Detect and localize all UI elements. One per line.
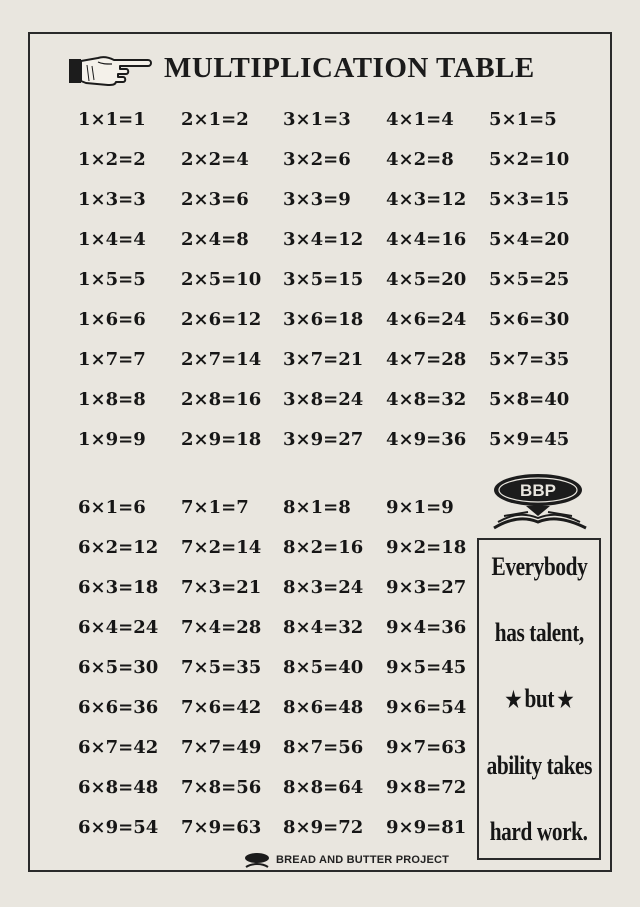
table-cell: 9×5=45 [386, 657, 467, 678]
table-cell: 4×5=20 [386, 269, 467, 290]
table-cell: 9×2=18 [386, 537, 467, 558]
table-cell: 4×2=8 [386, 149, 454, 170]
table-cell: 3×4=12 [283, 229, 364, 250]
table-cell: 8×9=72 [283, 817, 364, 838]
table-cell: 1×7=7 [78, 349, 146, 370]
footer [244, 852, 449, 868]
table-cell: 9×4=36 [386, 617, 467, 638]
table-cell: 5×6=30 [489, 309, 570, 330]
table-cell: 2×5=10 [181, 269, 262, 290]
table-cell: 2×3=6 [181, 189, 249, 210]
table-cell: 7×2=14 [181, 537, 262, 558]
table-cell: 6×9=54 [78, 817, 159, 838]
table-cell: 8×1=8 [283, 497, 351, 518]
table-cell: 9×3=27 [386, 577, 467, 598]
table-cell: 3×6=18 [283, 309, 364, 330]
table-cell: 2×1=2 [181, 109, 249, 130]
logo-text: BBP [520, 481, 556, 500]
table-cell: 3×5=15 [283, 269, 364, 290]
table-cell: 9×8=72 [386, 777, 467, 798]
table-cell: 8×8=64 [283, 777, 364, 798]
pointing-hand-icon [68, 50, 152, 90]
table-cell: 7×8=56 [181, 777, 262, 798]
table-cell: 4×6=24 [386, 309, 467, 330]
table-cell: 7×7=49 [181, 737, 262, 758]
table-cell: 2×6=12 [181, 309, 262, 330]
table-cell: 2×7=14 [181, 349, 262, 370]
table-cell: 5×7=35 [489, 349, 570, 370]
table-cell: 8×4=32 [283, 617, 364, 638]
table-cell: 6×7=42 [78, 737, 159, 758]
table-cell: 1×1=1 [78, 109, 146, 130]
table-cell: 5×9=45 [489, 429, 570, 450]
table-cell: 1×4=4 [78, 229, 146, 250]
table-cell: 4×7=28 [386, 349, 467, 370]
quote-line-2: has talent, [494, 617, 584, 647]
table-cell: 4×8=32 [386, 389, 467, 410]
table-cell: 1×8=8 [78, 389, 146, 410]
table-cell: 6×8=48 [78, 777, 159, 798]
table-cell: 7×6=42 [181, 697, 262, 718]
table-cell: 1×2=2 [78, 149, 146, 170]
table-cell: 2×2=4 [181, 149, 249, 170]
table-cell: 3×2=6 [283, 149, 351, 170]
table-cell: 5×3=15 [489, 189, 570, 210]
table-cell: 6×3=18 [78, 577, 159, 598]
table-cell: 7×5=35 [181, 657, 262, 678]
footer-text: BREAD AND BUTTER PROJECT [276, 854, 450, 866]
table-cell: 2×8=16 [181, 389, 262, 410]
table-cell: 3×1=3 [283, 109, 351, 130]
table-cell: 1×6=6 [78, 309, 146, 330]
table-cell: 9×1=9 [386, 497, 454, 518]
table-cell: 5×8=40 [489, 389, 570, 410]
quote-line-5: hard work. [490, 816, 588, 846]
table-cell: 5×5=25 [489, 269, 570, 290]
table-cell: 8×7=56 [283, 737, 364, 758]
table-cell: 6×1=6 [78, 497, 146, 518]
star-icon: ★ [557, 686, 573, 712]
table-cell: 6×5=30 [78, 657, 159, 678]
table-cell: 3×3=9 [283, 189, 351, 210]
page-title: MULTIPLICATION TABLE [164, 52, 535, 84]
table-cell: 7×9=63 [181, 817, 262, 838]
table-cell: 8×6=48 [283, 697, 364, 718]
table-cell: 3×9=27 [283, 429, 364, 450]
quote-line-1: Everybody [491, 551, 587, 581]
table-cell: 4×4=16 [386, 229, 467, 250]
quote-line-3 [502, 684, 576, 715]
table-cell: 6×4=24 [78, 617, 159, 638]
table-cell: 3×7=21 [283, 349, 364, 370]
table-cell: 5×4=20 [489, 229, 570, 250]
table-cell: 4×3=12 [386, 189, 467, 210]
star-icon: ★ [505, 686, 521, 712]
table-cell: 1×9=9 [78, 429, 146, 450]
table-cell: 5×1=5 [489, 109, 557, 130]
table-cell: 2×4=8 [181, 229, 249, 250]
quote-line-3-text: but [524, 683, 554, 713]
table-cell: 7×1=7 [181, 497, 249, 518]
table-cell: 1×5=5 [78, 269, 146, 290]
table-cell: 7×3=21 [181, 577, 262, 598]
table-cell: 4×1=4 [386, 109, 454, 130]
table-cell: 9×9=81 [386, 817, 467, 838]
table-cell: 6×6=36 [78, 697, 159, 718]
table-cell: 9×6=54 [386, 697, 467, 718]
table-cell: 2×9=18 [181, 429, 262, 450]
bbp-logo [488, 470, 592, 532]
table-cell: 9×7=63 [386, 737, 467, 758]
table-cell: 4×9=36 [386, 429, 467, 450]
quote-box [477, 538, 601, 860]
table-cell: 8×5=40 [283, 657, 364, 678]
table-cell: 7×4=28 [181, 617, 262, 638]
table-cell: 8×3=24 [283, 577, 364, 598]
table-cell: 5×2=10 [489, 149, 570, 170]
table-cell: 1×3=3 [78, 189, 146, 210]
table-cell: 3×8=24 [283, 389, 364, 410]
footer-logo-icon [244, 852, 270, 868]
quote-line-4: ability takes [486, 750, 592, 780]
table-cell: 8×2=16 [283, 537, 364, 558]
table-cell: 6×2=12 [78, 537, 159, 558]
